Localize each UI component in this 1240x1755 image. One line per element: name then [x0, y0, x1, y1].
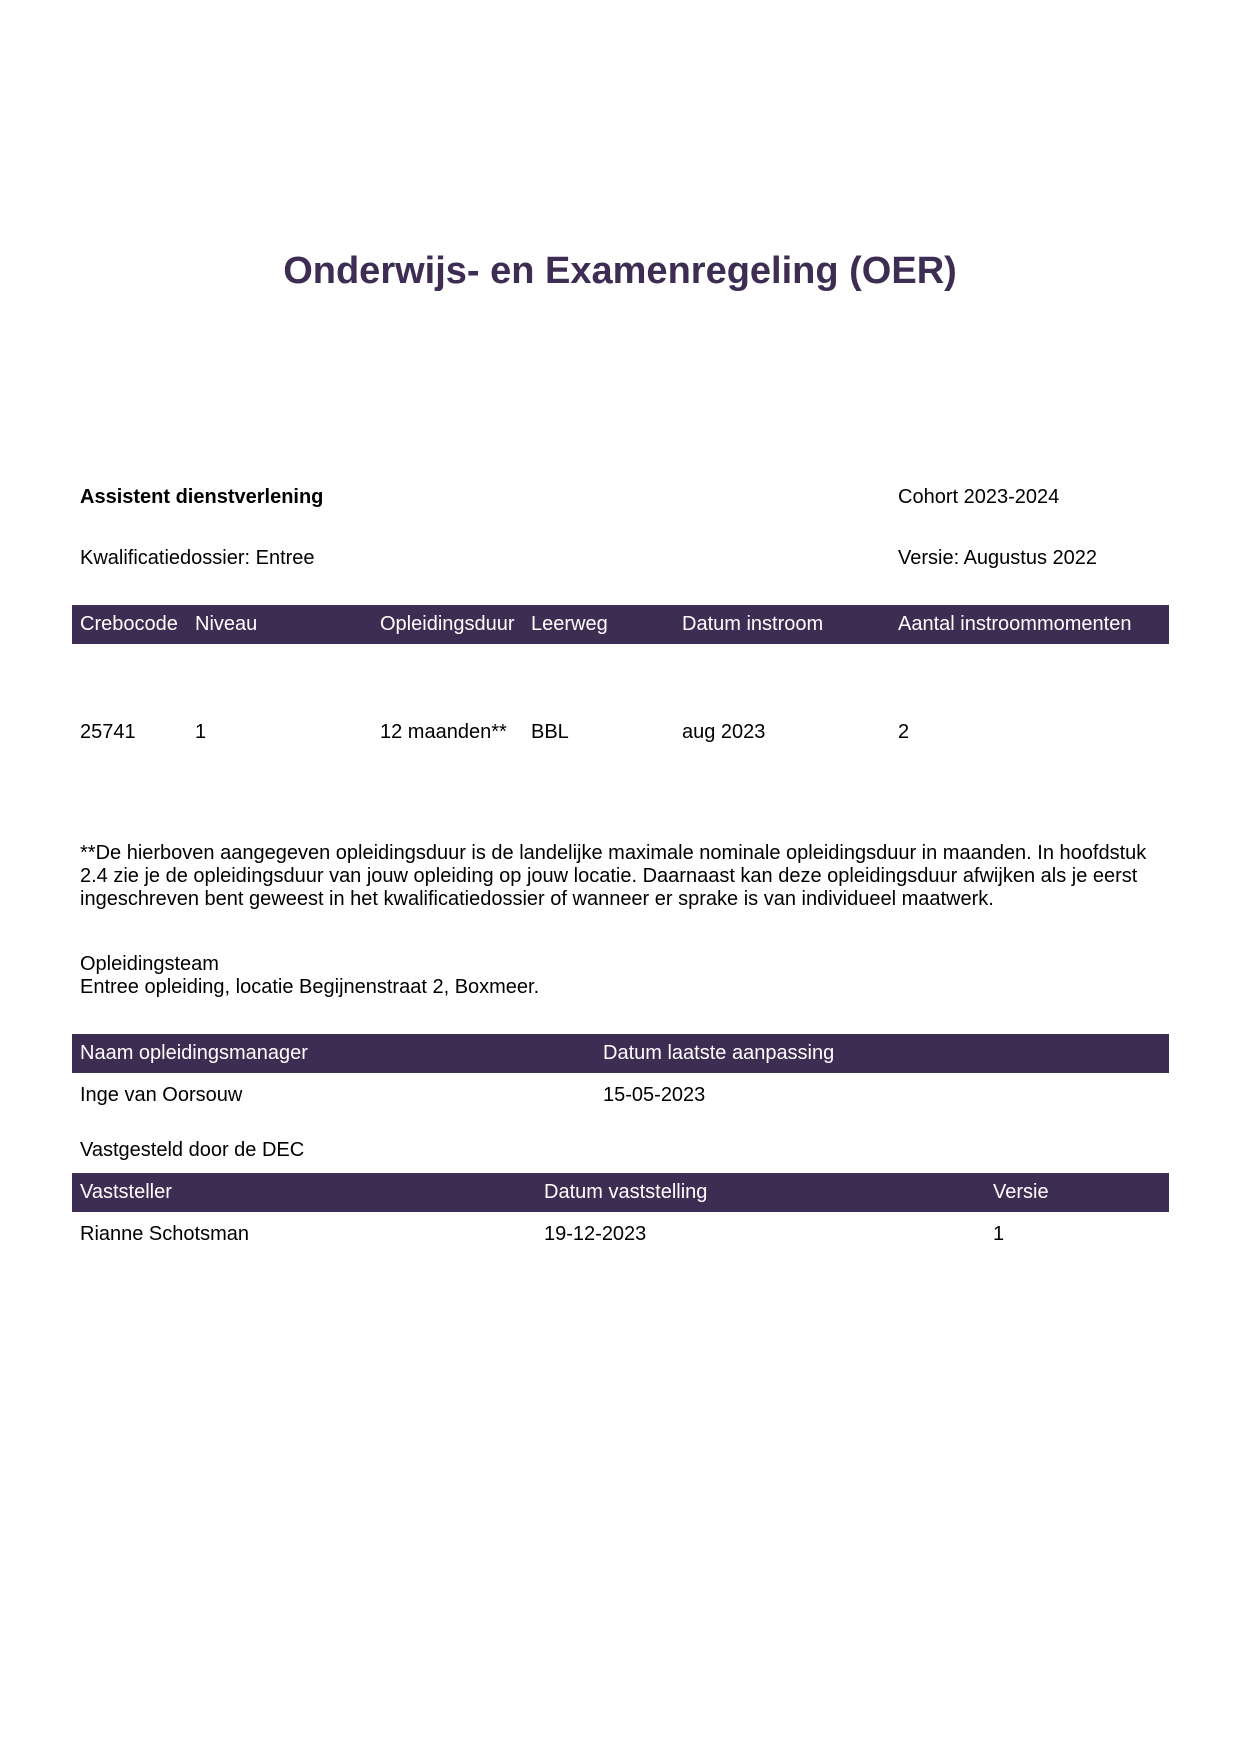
header-datum-instroom: Datum instroom [682, 613, 824, 635]
approval-table-header [72, 1173, 1169, 1212]
duration-footnote: **De hierboven aangegeven opleidingsduur is de landelijke maximale nominale opleidingsduur in maanden. In hoofdstuk 2.4 zie je de opleidingsduur van jouw opleiding op jouw locatie. Daarnaast kan deze opleidingsduur afwijken als je eerst ingeschreven bent geweest in het kwalificatiedossier of wanneer er sprake is van individueel maatwerk. [80, 842, 1147, 910]
header-aantal-instroommomenten: Aantal instroommomenten [898, 613, 1132, 635]
cell-versie: 1 [993, 1223, 1005, 1245]
cell-aantal-instroommomenten: 2 [898, 721, 910, 743]
cell-vaststeller: Rianne Schotsman [80, 1223, 249, 1245]
cell-niveau: 1 [195, 721, 207, 743]
version-label: Versie: Augustus 2022 [898, 547, 1098, 569]
header-opleidingsduur: Opleidingsduur [380, 613, 515, 635]
cohort-label: Cohort 2023-2024 [898, 486, 1060, 508]
cell-datum-vaststelling: 19-12-2023 [544, 1223, 647, 1245]
cell-opleidingsduur: 12 maanden** [380, 721, 507, 743]
header-vaststeller: Vaststeller [80, 1181, 172, 1203]
cell-leerweg: BBL [531, 721, 569, 743]
header-naam-opleidingsmanager: Naam opleidingsmanager [80, 1042, 308, 1064]
document-title: Onderwijs- en Examenregeling (OER) [283, 250, 957, 292]
header-crebocode: Crebocode [80, 613, 178, 635]
qualification-file: Kwalificatiedossier: Entree [80, 547, 315, 569]
dec-label: Vastgesteld door de DEC [80, 1139, 305, 1161]
header-versie: Versie [993, 1181, 1049, 1203]
program-table-header [72, 605, 1169, 644]
header-datum-laatste-aanpassing: Datum laatste aanpassing [603, 1042, 835, 1064]
cell-manager-name: Inge van Oorsouw [80, 1084, 243, 1106]
header-niveau: Niveau [195, 613, 258, 635]
manager-table-header [72, 1034, 1169, 1073]
cell-crebocode: 25741 [80, 721, 136, 743]
cell-last-modified: 15-05-2023 [603, 1084, 706, 1106]
team-description: Entree opleiding, locatie Begijnenstraat 2, Boxmeer. [80, 976, 540, 998]
program-name: Assistent dienstverlening [80, 486, 324, 508]
team-label: Opleidingsteam [80, 953, 219, 975]
header-leerweg: Leerweg [531, 613, 608, 635]
cell-datum-instroom: aug 2023 [682, 721, 766, 743]
header-datum-vaststelling: Datum vaststelling [544, 1181, 708, 1203]
